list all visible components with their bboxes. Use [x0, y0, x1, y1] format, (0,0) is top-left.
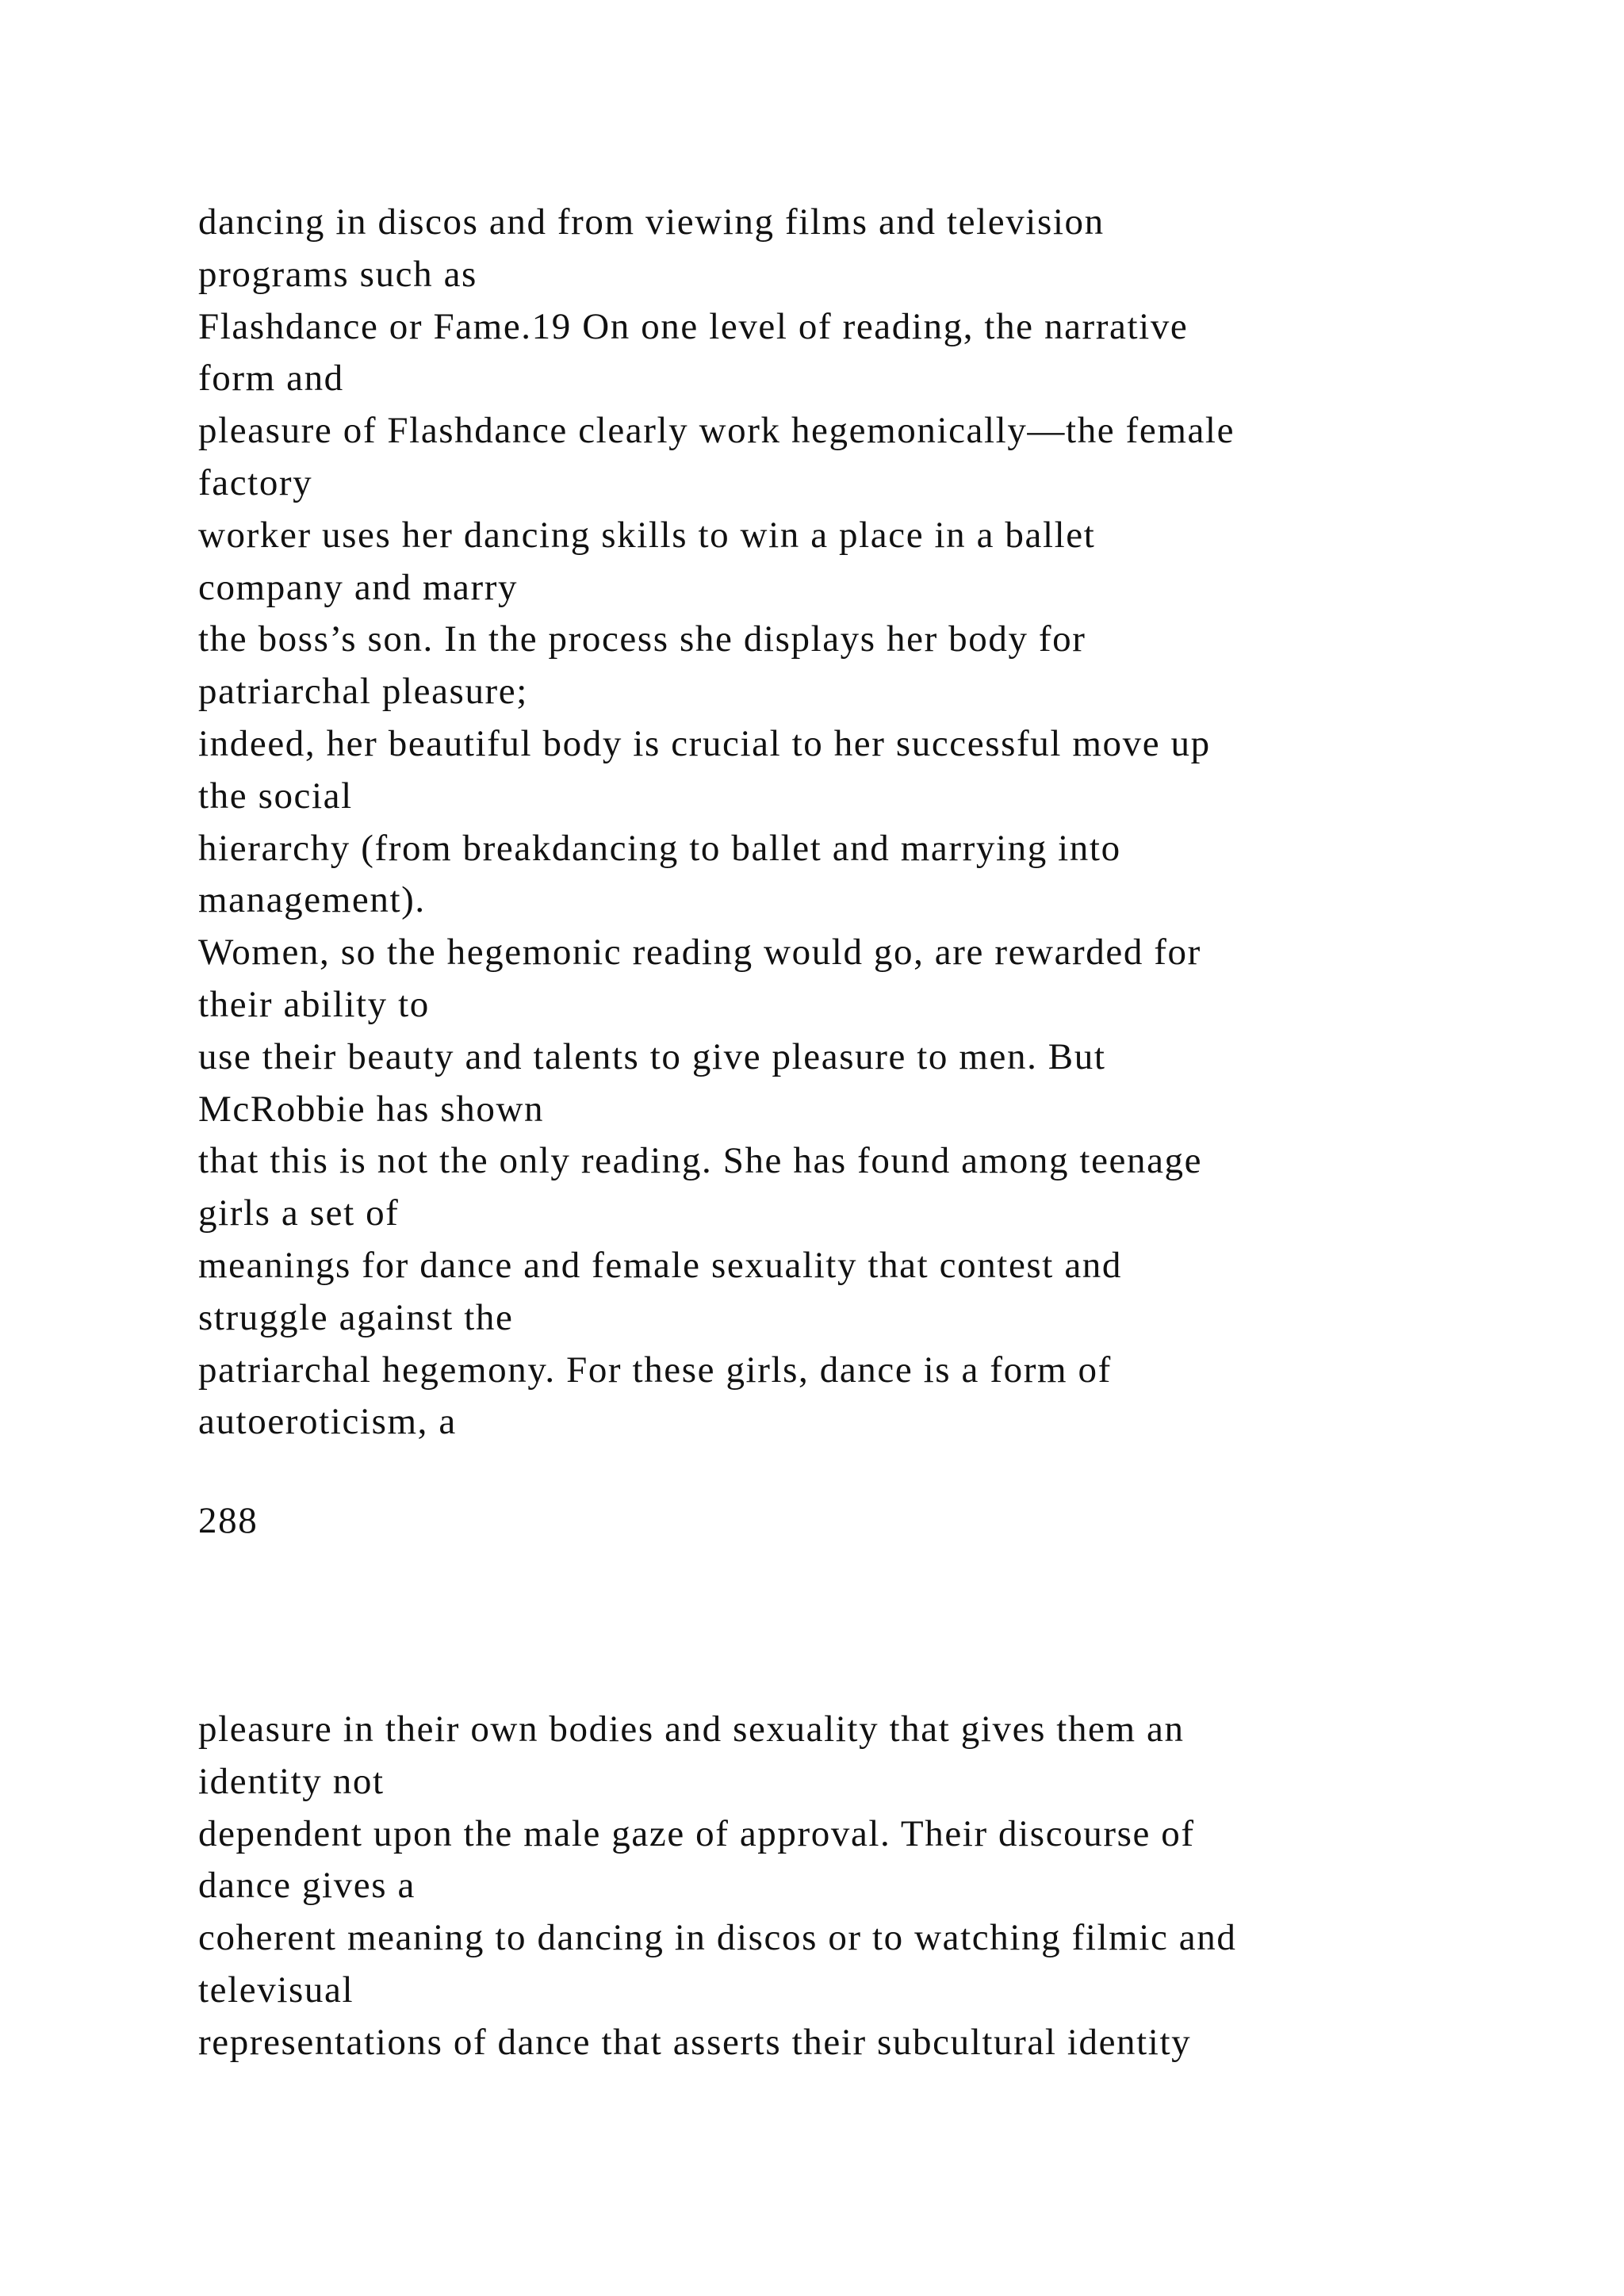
- page-number-text: 288: [198, 1500, 259, 1541]
- text-line: girls a set of: [198, 1192, 400, 1234]
- text-line: dancing in discos and from viewing films and television: [198, 201, 1105, 243]
- text-line: their ability to: [198, 983, 430, 1025]
- text-line: factory: [198, 461, 313, 503]
- page-number: [198, 1495, 1499, 1548]
- text-block-bottom: [198, 1704, 1499, 2069]
- text-line: form and: [198, 358, 344, 400]
- text-line: that this is not the only reading. She has found among teenage: [198, 1140, 1203, 1182]
- text-line: hierarchy (from breakdancing to ballet and marrying into: [198, 827, 1121, 869]
- text-line: programs such as: [198, 253, 477, 295]
- text-line: management).: [198, 879, 426, 921]
- text-line: Flashdance or Fame.19 On one level of reading, the narrative: [198, 305, 1189, 347]
- text-line: indeed, her beautiful body is crucial to her successful move up: [198, 722, 1211, 764]
- text-line: use their beauty and talents to give pleasure to men. But: [198, 1035, 1106, 1077]
- text-line: company and marry: [198, 566, 519, 608]
- text-line: dance gives a: [198, 1865, 416, 1907]
- text-line: worker uses her dancing skills to win a place in a ballet: [198, 514, 1096, 556]
- text-line: televisual: [198, 1969, 354, 2011]
- text-line: coherent meaning to dancing in discos or to watching filmic and: [198, 1917, 1237, 1959]
- text-line: pleasure of Flashdance clearly work hegemonically—the female: [198, 410, 1235, 452]
- text-line: the social: [198, 775, 353, 817]
- text-line: struggle against the: [198, 1296, 514, 1338]
- text-line: pleasure in their own bodies and sexuality that gives them an: [198, 1709, 1185, 1750]
- text-line: autoeroticism, a: [198, 1401, 457, 1443]
- text-line: the boss’s son. In the process she displays her body for: [198, 618, 1086, 660]
- text-line: patriarchal pleasure;: [198, 671, 528, 713]
- text-line: patriarchal hegemony. For these girls, dance is a form of: [198, 1349, 1112, 1391]
- text-block-top: [198, 197, 1499, 1448]
- text-line: meanings for dance and female sexuality that contest and: [198, 1244, 1122, 1286]
- text-line: McRobbie has shown: [198, 1088, 545, 1130]
- text-line: Women, so the hegemonic reading would go, are rewarded for: [198, 932, 1201, 974]
- text-line: dependent upon the male gaze of approval. Their discourse of: [198, 1812, 1195, 1854]
- text-line: representations of dance that asserts their subcultural identity: [198, 2021, 1192, 2063]
- text-line: identity not: [198, 1760, 385, 1802]
